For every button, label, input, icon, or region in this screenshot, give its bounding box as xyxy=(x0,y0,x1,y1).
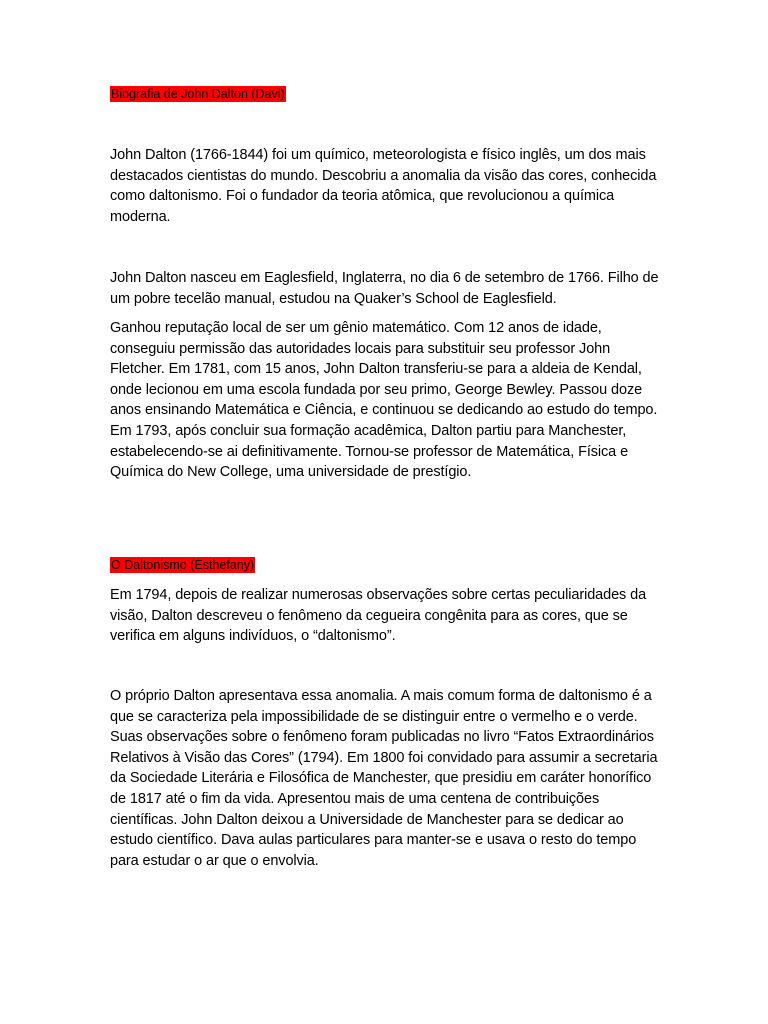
section-heading-daltonism: O Daltonismo (Esthefany) xyxy=(111,558,255,572)
section-heading-biography: Biografia de John Dalton (Davi) xyxy=(111,87,285,101)
paragraph-daltonism-discovery: Em 1794, depois de realizar numerosas observações sobre certas peculiaridades da visão, Dalton descreveu o fenômeno da cegueira congênita para as cores, que se verifica em alguns indivíduos, o “daltonismo”. xyxy=(110,587,647,645)
paragraph-birth: John Dalton nasceu em Eaglesfield, Inglaterra, no dia 6 de setembro de 1766. Filho de um pobre tecelão manual, estudou na Quaker’s School de Eaglesfield. xyxy=(110,270,659,307)
paragraph-intro: John Dalton (1766-1844) foi um químico, meteorologista e físico inglês, um dos mais destacados cientistas do mundo. Descobriu a anomalia da visão das cores, conhecida como daltonismo. Foi o fundador da teoria atômica, que revolucionou a química moderna. xyxy=(110,147,657,225)
paragraph-career: Ganhou reputação local de ser um gênio matemático. Com 12 anos de idade, conseguiu permissão das autoridades locais para substituir seu professor John Fletcher. Em 1781, com 15 anos, John Dalton transferiu-se para a aldeia de Kendal, onde lecionou em uma escola fundada por seu primo, George Bewley. Passou doze anos ensinando Matemática e Ciência, e continuou se dedicando ao estudo do tempo. Em 1793, após concluir sua formação acadêmica, Dalton partiu para Manchester, estabelecendo-se ai definitivamente. Tornou-se professor de Matemática, Física e Química do New College, uma universidade de prestígio. xyxy=(110,320,658,481)
paragraph-daltonism-details: O próprio Dalton apresentava essa anomalia. A mais comum forma de daltonismo é a que se caracteriza pela impossibilidade de se distinguir entre o vermelho e o verde. Suas observações sobre o fenômeno foram publicadas no livro “Fatos Extraordinários Relativos à Visão das Cores” (1794). Em 1800 foi convidado para assumir a secretaria da Sociedade Literária e Filosófica de Manchester, que presidiu em caráter honorífico de 1817 até o fim da vida. Apresentou mais de uma centena de contribuições científicas. John Dalton deixou a Universidade de Manchester para se dedicar ao estudo científico. Dava aulas particulares para manter-se e usava o resto do tempo para estudar o ar que o envolvia. xyxy=(110,688,658,869)
